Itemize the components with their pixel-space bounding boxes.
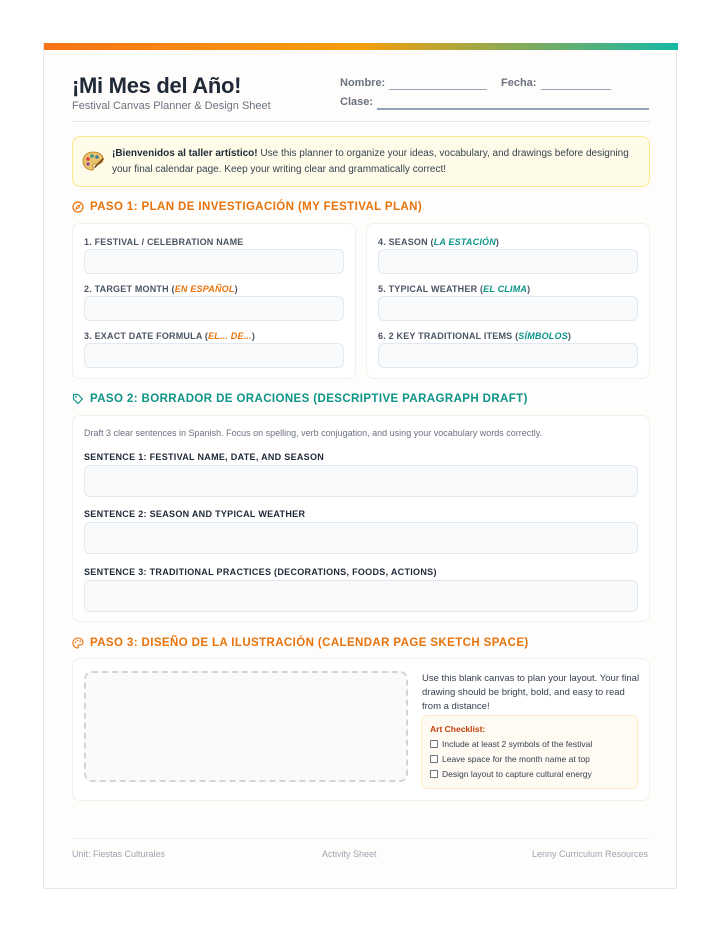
date-field[interactable]	[541, 89, 611, 90]
art-checklist	[421, 715, 638, 789]
checklist-item[interactable]: Include at least 2 symbols of the festival	[430, 739, 592, 749]
step3-card	[72, 658, 650, 801]
activity-sheet	[43, 43, 677, 889]
sketch-description: Use this blank canvas to plan your layout. Your final drawing should be bright, bold, and easy to read from a distance!	[422, 673, 640, 712]
symbols-input[interactable]	[378, 343, 638, 368]
sentence-3-input[interactable]	[84, 580, 638, 612]
name-field[interactable]	[389, 89, 487, 90]
footer-publisher: Lenny Curriculum Resources	[531, 849, 648, 859]
step1-left-card	[72, 223, 356, 379]
sentence-2-label: SENTENCE 2: SEASON AND TYPICAL WEATHER	[84, 509, 306, 519]
field-label-target-month: 2. TARGET MONTH (EN ESPAÑOL)	[84, 284, 238, 294]
step3-title: PASO 3: DISEÑO DE LA ILUSTRACIÓN (CALENDAR PAGE SKETCH SPACE)	[72, 637, 529, 649]
sentence-1-label: SENTENCE 1: FESTIVAL NAME, DATE, AND SEASON	[84, 452, 325, 462]
checkbox[interactable]	[430, 755, 438, 763]
page-subtitle: Festival Canvas Planner & Design Sheet	[72, 100, 271, 112]
date-formula-input[interactable]	[84, 343, 344, 368]
field-label-season: 4. SEASON (LA ESTACIÓN)	[378, 237, 500, 247]
step2-card	[72, 415, 650, 622]
class-label: Clase:	[340, 96, 374, 108]
palette-icon	[72, 637, 84, 649]
welcome-text: ¡Bienvenidos al taller artístico! Use this planner to organize your ideas, vocabulary, and drawings before designing your final calendar page. Keep your writing clear and grammatically correct!	[112, 148, 629, 175]
checkbox[interactable]	[430, 770, 438, 778]
class-field[interactable]	[377, 108, 649, 110]
field-label-symbols: 6. 2 KEY TRADITIONAL ITEMS (SÍMBOLOS)	[378, 331, 572, 341]
festival-name-input[interactable]	[84, 249, 344, 274]
field-label-festival-name: 1. FESTIVAL / CELEBRATION NAME	[84, 237, 244, 247]
footer-sheet-type: Activity Sheet	[322, 849, 377, 859]
season-input[interactable]	[378, 249, 638, 274]
checklist-item[interactable]: Design layout to capture cultural energy	[430, 769, 592, 779]
gradient-top-bar	[44, 43, 678, 50]
sentence-2-input[interactable]	[84, 522, 638, 554]
field-label-date-formula: 3. EXACT DATE FORMULA (EL... DE...)	[84, 331, 256, 341]
draft-instructions: Draft 3 clear sentences in Spanish. Focus on spelling, verb conjugation, and using your vocabulary words correctly.	[84, 428, 543, 438]
checkbox[interactable]	[430, 740, 438, 748]
tag-icon	[72, 393, 84, 405]
checklist-item[interactable]: Leave space for the month name at top	[430, 754, 590, 764]
compass-icon	[72, 201, 84, 213]
date-label: Fecha:	[501, 77, 537, 89]
sentence-1-input[interactable]	[84, 465, 638, 497]
sentence-3-label: SENTENCE 3: TRADITIONAL PRACTICES (DECORATIONS, FOODS, ACTIONS)	[84, 567, 437, 577]
footer-unit: Unit: Fiestas Culturales	[72, 849, 166, 859]
step1-title: PASO 1: PLAN DE INVESTIGACIÓN (MY FESTIVAL PLAN)	[72, 201, 422, 213]
sketch-canvas[interactable]	[84, 671, 408, 782]
step2-title: PASO 2: BORRADOR DE ORACIONES (DESCRIPTIVE PARAGRAPH DRAFT)	[72, 393, 528, 405]
header-divider	[72, 121, 650, 122]
weather-input[interactable]	[378, 296, 638, 321]
field-label-weather: 5. TYPICAL WEATHER (EL CLIMA)	[378, 284, 531, 294]
welcome-banner	[72, 136, 650, 187]
name-label: Nombre:	[340, 77, 386, 89]
artist-palette-icon	[82, 151, 104, 171]
checklist-title: Art Checklist:	[430, 724, 486, 734]
step1-right-card	[366, 223, 650, 379]
footer-divider	[72, 838, 650, 839]
page-title: ¡Mi Mes del Año!	[72, 73, 242, 98]
target-month-input[interactable]	[84, 296, 344, 321]
